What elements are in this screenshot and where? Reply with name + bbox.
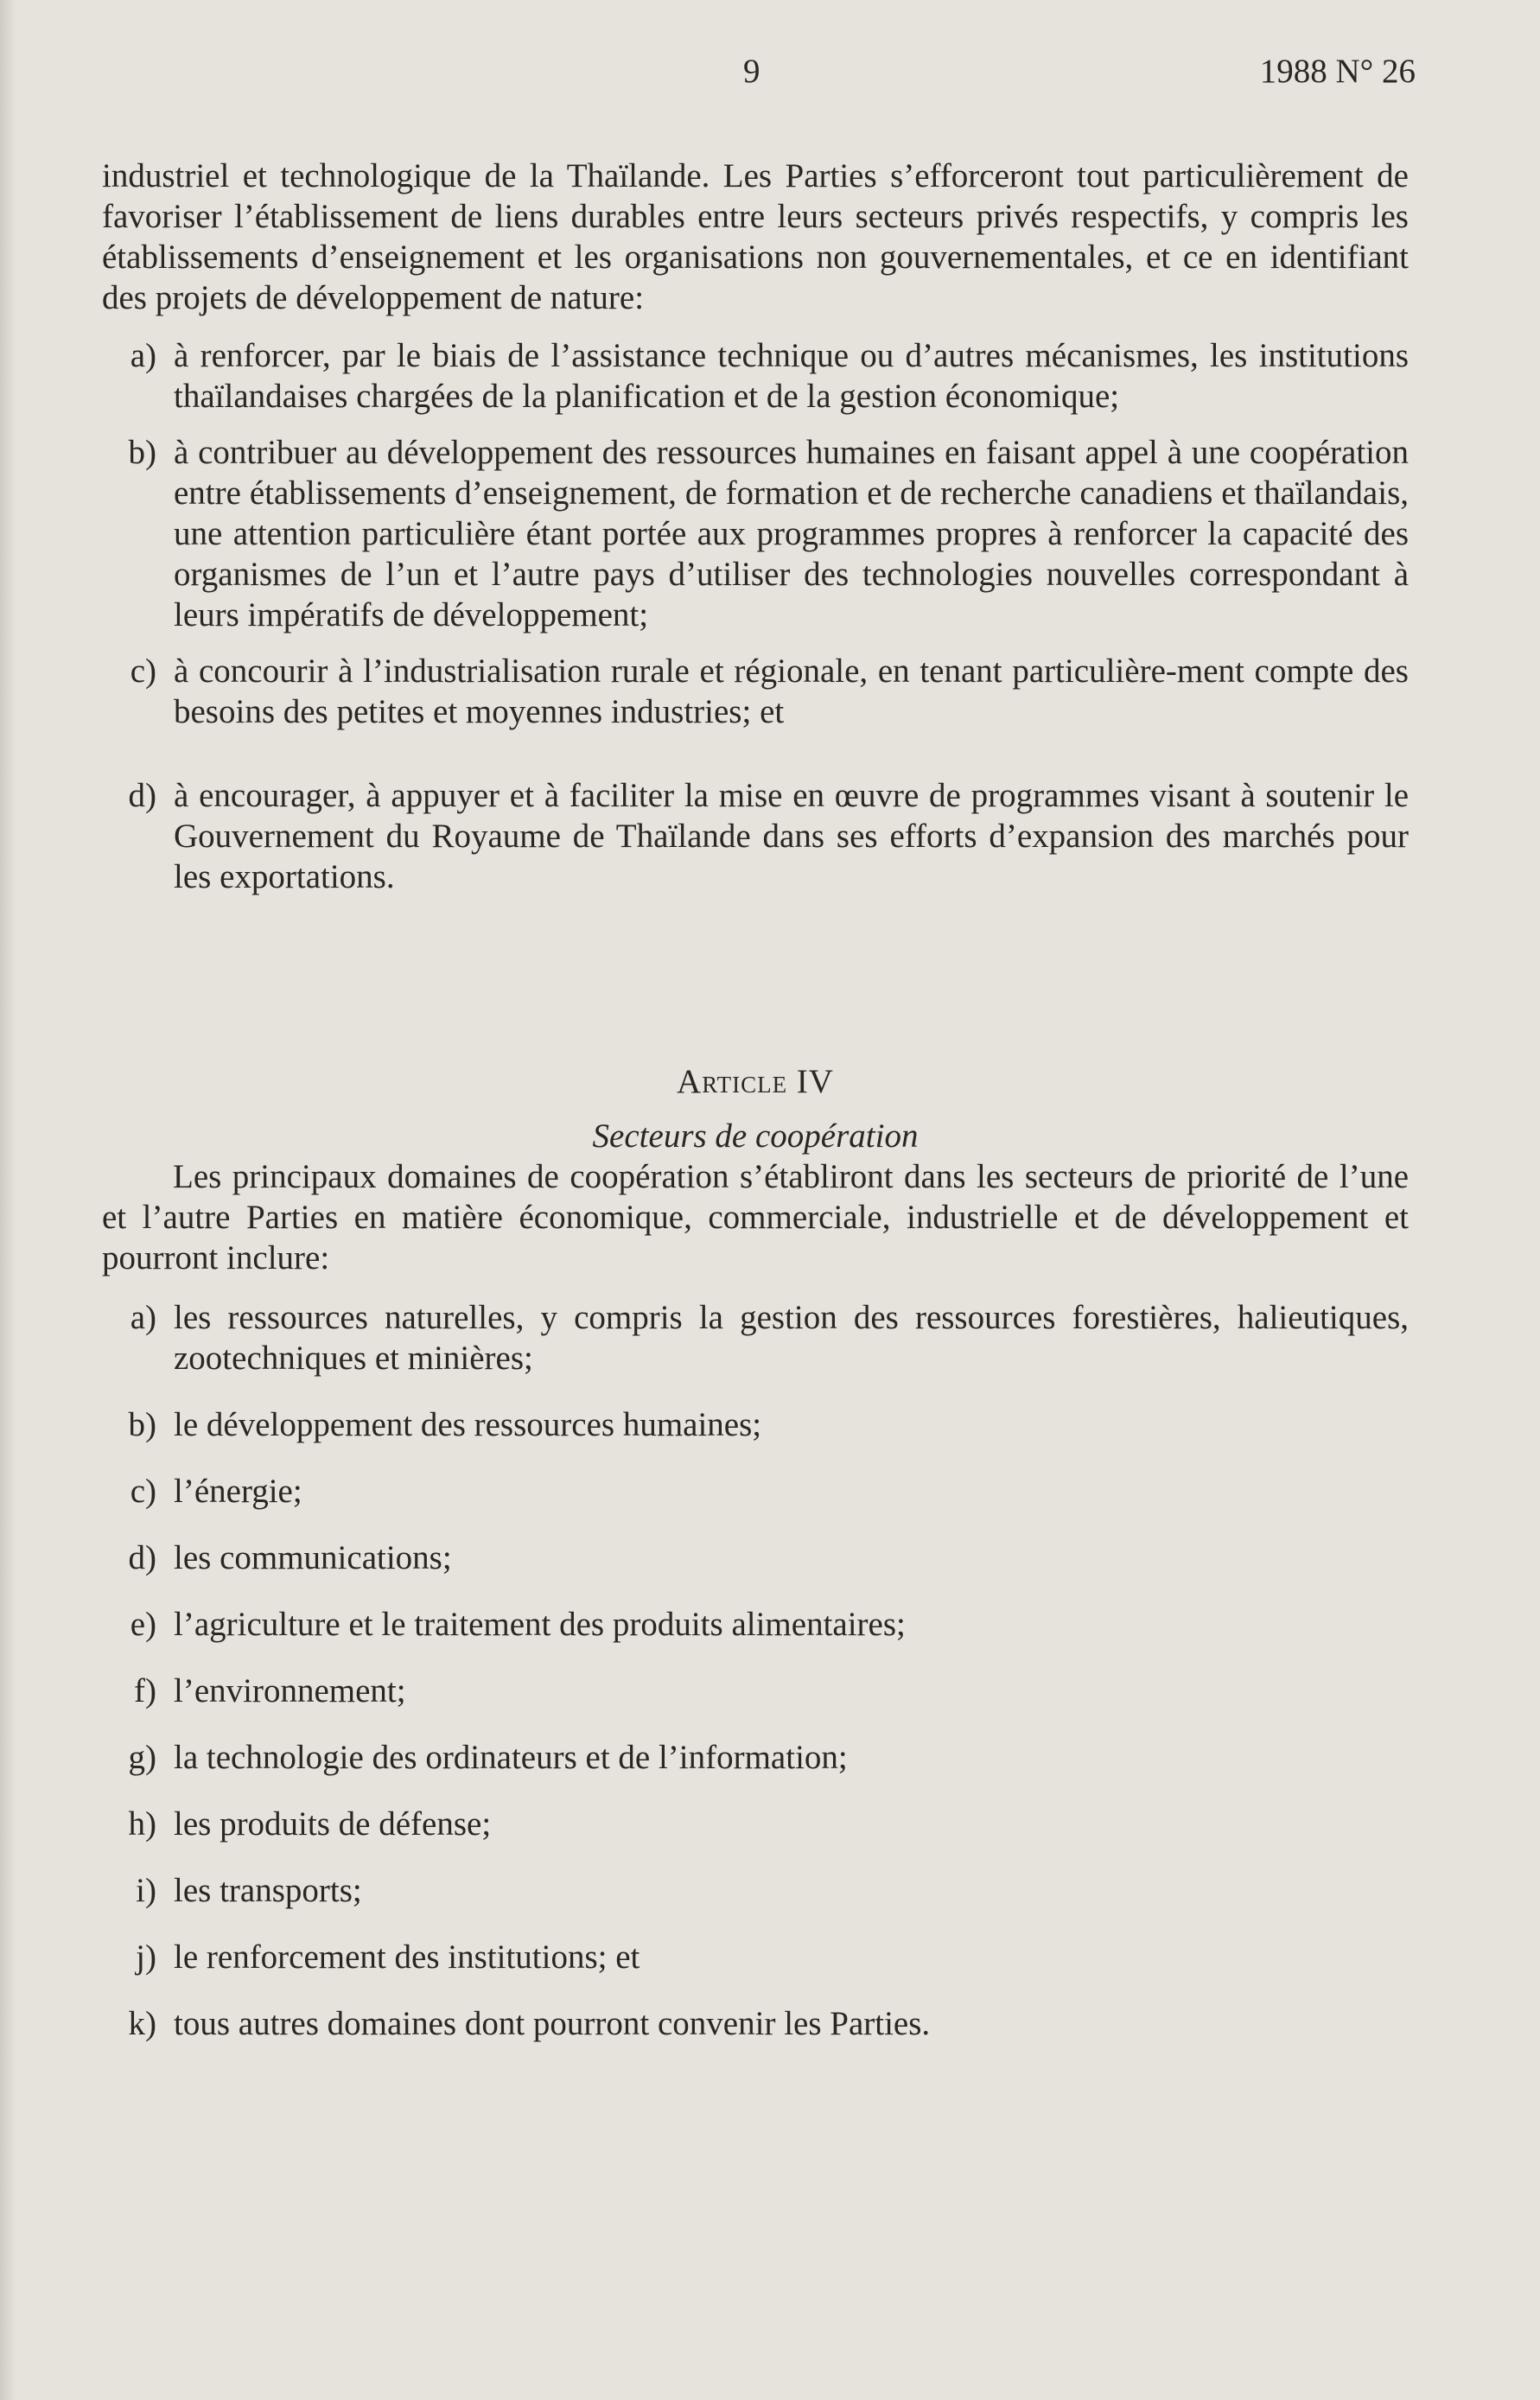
list-item [102,432,1409,635]
list-text: l’environnement; [174,1672,406,1709]
list-text: le développement des ressources humaines; [174,1406,762,1443]
list-item [102,651,1409,732]
list-marker: k) [128,2005,156,2042]
list-item [102,775,1409,897]
list-item [102,1937,1409,1977]
list-marker: c) [130,653,156,690]
nature-list [102,335,1409,897]
list-item [102,335,1409,417]
list-text: à contribuer au développement des ressources humaines en faisant appel à une coopération entre établissements d’enseignement, de formation et de recherche canadiens et thaïlandais, une attention particulière étant portée aux programmes propres à renforcer la capacité des organismes de l’un et l’autre pays d’utiliser des technologies nouvelles correspondant à leurs impératifs de développement; [174,434,1409,633]
article-subtitle: Secteurs de coopération [592,1117,919,1155]
list-text: l’énergie; [174,1473,302,1510]
list-item [102,1471,1409,1512]
document-body [102,156,1409,2044]
cooperation-areas-list [102,1297,1409,2044]
list-item [102,1604,1409,1645]
list-item [102,1804,1409,1844]
list-item [102,1297,1409,1378]
list-marker: i) [136,1872,156,1909]
list-text: le renforcement des institutions; et [174,1938,640,1976]
list-item [102,1870,1409,1911]
list-item [102,2003,1409,2044]
list-text: tous autres domaines dont pourront convenir les Parties. [174,2005,931,2042]
list-marker: b) [128,434,156,471]
list-text: à renforcer, par le biais de l’assistance technique ou d’autres mécanismes, les institutions thaïlandaises chargées de la planification et de la gestion économique; [174,337,1409,415]
list-marker: f) [134,1672,156,1709]
list-marker: c) [130,1473,156,1510]
list-text: les communications; [174,1539,452,1576]
list-text: les transports; [174,1872,362,1909]
list-text: les produits de défense; [174,1805,492,1843]
intro-paragraph: industriel et technologique de la Thaïlande. Les Parties s’efforceront tout particulièrement de favoriser l’établissement de liens durables entre leurs secteurs privés respectifs, y compris les établissements d’enseignement et les organisations non gouvernementales, et ce en identifiant des projets de développement de nature: [102,157,1409,316]
list-text: à encourager, à appuyer et à faciliter la mise en œuvre de programmes visant à soutenir le Gouvernement du Royaume de Thaïlande dans ses efforts d’expansion des marchés pour les exportations. [174,777,1409,895]
list-marker: g) [128,1739,156,1776]
list-marker: h) [128,1805,156,1843]
list-marker: d) [128,777,156,814]
list-marker: a) [130,337,156,374]
list-text: les ressources naturelles, y compris la gestion des ressources forestières, halieutiques, zootechniques et minières; [174,1299,1409,1377]
year-number: 1988 N° 26 [1259,53,1416,90]
list-marker: d) [128,1539,156,1576]
list-item [102,1737,1409,1778]
list-item [102,1404,1409,1445]
list-text: la technologie des ordinateurs et de l’information; [174,1739,848,1776]
page-header [0,52,1540,95]
list-marker: e) [130,1606,156,1643]
page-number: 9 [743,53,760,90]
list-item [102,1537,1409,1578]
article-title: Article IV [677,1063,834,1100]
list-text: l’agriculture et le traitement des produits alimentaires; [174,1606,906,1643]
article-intro: Les principaux domaines de coopération s’établiront dans les secteurs de priorité de l’une et l’autre Parties en matière économique, commerciale, industrielle et de développement et pourront inclure: [102,1158,1409,1276]
list-marker: b) [128,1406,156,1443]
list-text: à concourir à l’industrialisation rurale et régionale, en tenant particulière-ment compte des besoins des petites et moyennes industries; et [174,653,1409,730]
list-item [102,1671,1409,1711]
page-edge-shadow [0,0,16,2400]
list-marker: j) [136,1938,156,1976]
list-marker: a) [130,1299,156,1336]
